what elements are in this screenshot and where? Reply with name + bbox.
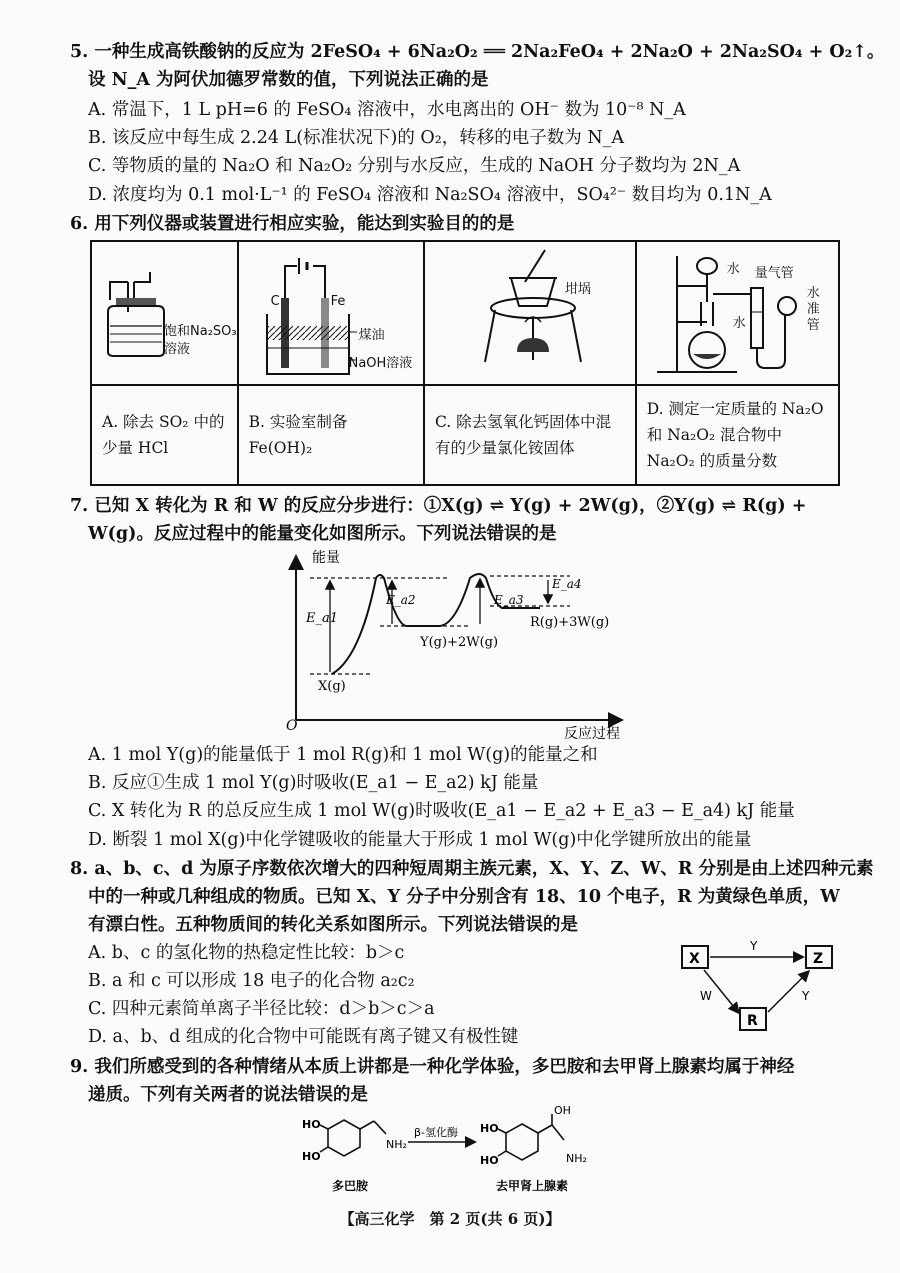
- caption-b: [238, 385, 424, 485]
- q8-option-d: D. a、b、d 组成的化合物中可能既有离子键又有极性键: [88, 1027, 519, 1047]
- label-gas-burette: 量气管: [754, 266, 794, 281]
- conversion-diagram: [670, 934, 850, 1034]
- dopamine-ring: [328, 1120, 360, 1156]
- label-solution: 溶液: [164, 342, 191, 357]
- q6-stem: 6. 用下列仪器或装置进行相应实验，能达到实验目的的是: [70, 214, 515, 234]
- label-kerosene: 煤油: [358, 328, 385, 343]
- label-water-top: 水: [726, 262, 740, 277]
- label-y-plus-2w: Y(g)+2W(g): [420, 635, 499, 650]
- apparatus-a-cell: [91, 241, 238, 385]
- label-r-plus-3w: R(g)+3W(g): [530, 615, 610, 630]
- arrow-label-y-right: Y: [802, 989, 810, 1003]
- crucible-heating-diagram: [425, 242, 639, 382]
- label-saturated-na2so3: 饱和Na₂SO₃: [164, 324, 237, 339]
- caption-a-line2: 少量 HCl: [102, 439, 169, 457]
- label-ea3: E_a3: [494, 593, 524, 607]
- label-ea1: E_a1: [306, 611, 339, 626]
- dopamine-nh2: NH₂: [386, 1138, 407, 1151]
- norepinephrine-ho-top: HO: [480, 1122, 499, 1135]
- label-crucible: 坩埚: [564, 282, 591, 297]
- dopamine-name: 多巴胺: [332, 1179, 369, 1193]
- q8-stem-line2: 中的一种或几种组成的物质。已知 X、Y 分子中分别含有 18、10 个电子，R 为黄绿色单质，W: [88, 887, 840, 907]
- caption-c-line1: C. 除去氢氧化钙固体中混: [434, 413, 612, 431]
- q7-stem-line2: W(g)。反应过程中的能量变化如图所示。下列说法错误的是: [88, 524, 557, 544]
- caption-d-line1: D. 测定一定质量的 Na₂O: [646, 400, 824, 418]
- q5-option-b: B. 该反应中每生成 2.24 L(标准状况下)的 O₂，转移的电子数为 N_A: [88, 128, 625, 148]
- label-ea4: E_a4: [552, 577, 582, 591]
- norepinephrine-ring: [506, 1124, 538, 1160]
- caption-a: [91, 385, 238, 485]
- norepinephrine-nh2: NH₂: [566, 1152, 587, 1165]
- q7-stem-line1: 7. 已知 X 转化为 R 和 W 的反应分步进行：①X(g) ⇌ Y(g) + 2W(g)，②Y(g) ⇌ R(g) +: [70, 496, 807, 516]
- dopamine-ho-bottom: HO: [302, 1150, 321, 1163]
- energy-diagram: [280, 548, 640, 742]
- q8-option-b: B. a 和 c 可以形成 18 电子的化合物 a₂c₂: [88, 971, 415, 991]
- label-leveling-tube-1: 水: [806, 286, 820, 301]
- origin-label: O: [286, 718, 298, 734]
- box-z-label: Z: [813, 951, 824, 967]
- q5-stem-line2: 设 N_A 为阿伏加德罗常数的值，下列说法正确的是: [88, 70, 489, 90]
- label-leveling-tube-3: 管: [806, 318, 820, 333]
- label-naoh-solution: NaOH溶液: [348, 356, 413, 371]
- x-axis-label: 反应过程: [564, 726, 620, 742]
- q7-option-a: A. 1 mol Y(g)的能量低于 1 mol R(g)和 1 mol W(g)的能量之和: [88, 745, 598, 765]
- apparatus-d-cell: [636, 241, 839, 385]
- caption-b-line1: B. 实验室制备 Fe(OH)₂: [248, 413, 348, 457]
- label-iron-electrode: Fe: [330, 294, 346, 309]
- q9-stem-line1: 9. 我们所感受到的各种情绪从本质上讲都是一种化学体验，多巴胺和去甲肾上腺素均属于神经: [70, 1057, 795, 1077]
- apparatus-c-cell: [424, 241, 636, 385]
- caption-c: [424, 385, 636, 485]
- enzyme-label: β-氢化酶: [414, 1126, 458, 1139]
- q8-stem-line1: 8. a、b、c、d 为原子序数依次增大的四种短周期主族元素，X、Y、Z、W、R 分别是由上述四种元素: [70, 859, 874, 879]
- label-water-mid: 水: [732, 316, 746, 331]
- molecule-reaction-diagram: [290, 1104, 610, 1196]
- label-leveling-tube-2: 准: [806, 302, 820, 317]
- q7-option-d: D. 断裂 1 mol X(g)中化学键吸收的能量大于形成 1 mol W(g)中化学键所放出的能量: [88, 830, 752, 850]
- caption-d-line3: Na₂O₂ 的质量分数: [646, 452, 778, 470]
- q5-stem-line1: 5. 一种生成高铁酸钠的反应为 2FeSO₄ + 6Na₂O₂ ══ 2Na₂FeO₄ + 2Na₂O + 2Na₂SO₄ + O₂↑。: [70, 42, 885, 62]
- gas-washing-bottle-diagram: [92, 242, 238, 382]
- q5-option-c: C. 等物质的量的 Na₂O 和 Na₂O₂ 分别与水反应，生成的 NaOH 分子数均为 2N_A: [88, 156, 741, 176]
- box-r-label: R: [747, 1013, 758, 1029]
- caption-d-line2: 和 Na₂O₂ 混合物中: [646, 426, 783, 444]
- energy-curve: [332, 574, 540, 674]
- q8-option-a: A. b、c 的氢化物的热稳定性比较：b＞c: [88, 943, 405, 963]
- q9-stem-line2: 递质。下列有关两者的说法错误的是: [88, 1085, 368, 1105]
- norepinephrine-oh: OH: [554, 1104, 571, 1117]
- caption-a-line1: A. 除去 SO₂ 中的: [102, 413, 225, 431]
- q6-apparatus-table: [90, 240, 840, 486]
- label-ea2: E_a2: [386, 593, 416, 607]
- apparatus-b-cell: [238, 241, 424, 385]
- label-xg: X(g): [318, 679, 346, 694]
- label-carbon-electrode: C: [270, 294, 280, 309]
- q7-option-c: C. X 转化为 R 的总反应生成 1 mol W(g)时吸收(E_a1 − E_a2 + E_a3 − E_a4) kJ 能量: [88, 801, 795, 821]
- caption-d: [636, 385, 839, 485]
- norepinephrine-name: 去甲肾上腺素: [496, 1179, 569, 1193]
- page-footer: 【高三化学 第 2 页(共 6 页)】: [339, 1210, 561, 1228]
- arrow-label-w: W: [700, 989, 712, 1003]
- q7-option-b: B. 反应①生成 1 mol Y(g)时吸收(E_a1 − E_a2) kJ 能量: [88, 773, 539, 793]
- dopamine-ho-top: HO: [302, 1118, 321, 1131]
- caption-c-line2: 有的少量氯化铵固体: [434, 439, 575, 457]
- y-axis-label: 能量: [312, 550, 340, 566]
- q5-option-d: D. 浓度均为 0.1 mol·L⁻¹ 的 FeSO₄ 溶液和 Na₂SO₄ 溶液中，SO₄²⁻ 数目均为 0.1N_A: [88, 185, 772, 205]
- arrow-label-y-top: Y: [750, 939, 758, 953]
- q5-option-a: A. 常温下，1 L pH=6 的 FeSO₄ 溶液中，水电离出的 OH⁻ 数为 10⁻⁸ N_A: [88, 100, 686, 120]
- box-x-label: X: [689, 951, 700, 967]
- q8-stem-line3: 有漂白性。五种物质间的转化关系如图所示。下列说法错误的是: [88, 915, 578, 935]
- norepinephrine-ho-bottom: HO: [480, 1154, 499, 1167]
- q8-option-c: C. 四种元素简单离子半径比较：d＞b＞c＞a: [88, 999, 435, 1019]
